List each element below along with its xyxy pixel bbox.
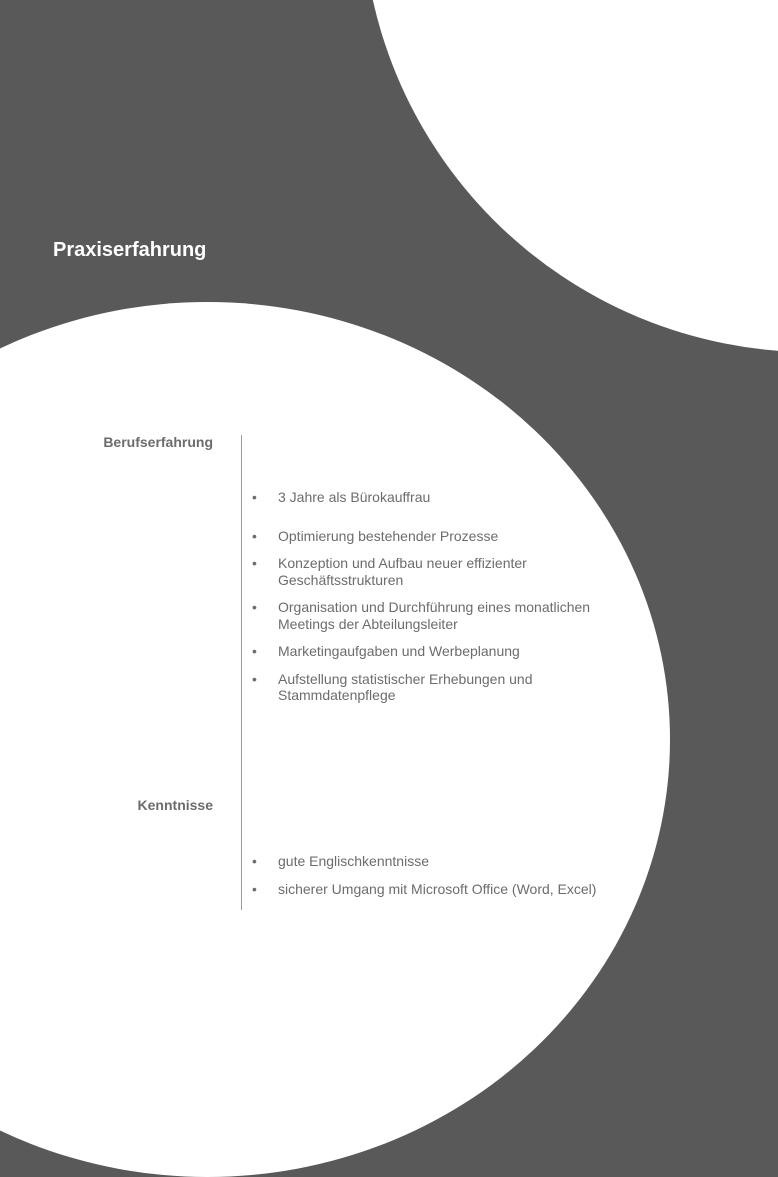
list-item-text: Organisation und Durchführung eines monatlichen Meetings der Abteilungsleiter (278, 599, 591, 632)
list-item (252, 643, 612, 660)
section-heading-berufserfahrung: Berufserfahrung (103, 434, 213, 450)
list-item (252, 671, 612, 704)
bullet-icon: • (252, 670, 257, 687)
list-item (252, 853, 612, 870)
list-item (252, 528, 612, 545)
bullet-icon: • (252, 853, 257, 869)
list-item-text: Optimierung bestehender Prozesse (278, 527, 499, 544)
berufserfahrung-list (252, 489, 612, 715)
list-item-text: 3 Jahre als Bürokauffrau (278, 489, 431, 505)
bullet-icon: • (252, 555, 257, 571)
list-item (252, 881, 612, 898)
bullet-icon: • (252, 599, 257, 615)
list-item-text: Marketingaufgaben und Werbeplanung (278, 643, 520, 659)
list-item (252, 599, 612, 632)
list-item-text: Aufstellung statistischer Erhebungen und Stammdatenpflege (278, 670, 533, 703)
bullet-icon: • (252, 643, 257, 659)
section-heading-kenntnisse: Kenntnisse (137, 797, 213, 813)
kenntnisse-list (252, 853, 612, 908)
list-item (252, 489, 612, 506)
page-title: Praxiserfahrung (53, 239, 207, 261)
bullet-icon: • (252, 489, 257, 505)
bullet-icon: • (252, 880, 257, 897)
bullet-icon: • (252, 527, 257, 544)
decorative-circle-top-right (362, 0, 778, 352)
vertical-divider (241, 435, 242, 910)
list-item-text: sicherer Umgang mit Microsoft Office (Word, Excel) (278, 880, 597, 897)
list-item-text: gute Englischkenntnisse (278, 853, 429, 869)
list-item (252, 555, 612, 588)
list-item-text: Konzeption und Aufbau neuer effizienter Geschäftsstrukturen (278, 555, 527, 588)
